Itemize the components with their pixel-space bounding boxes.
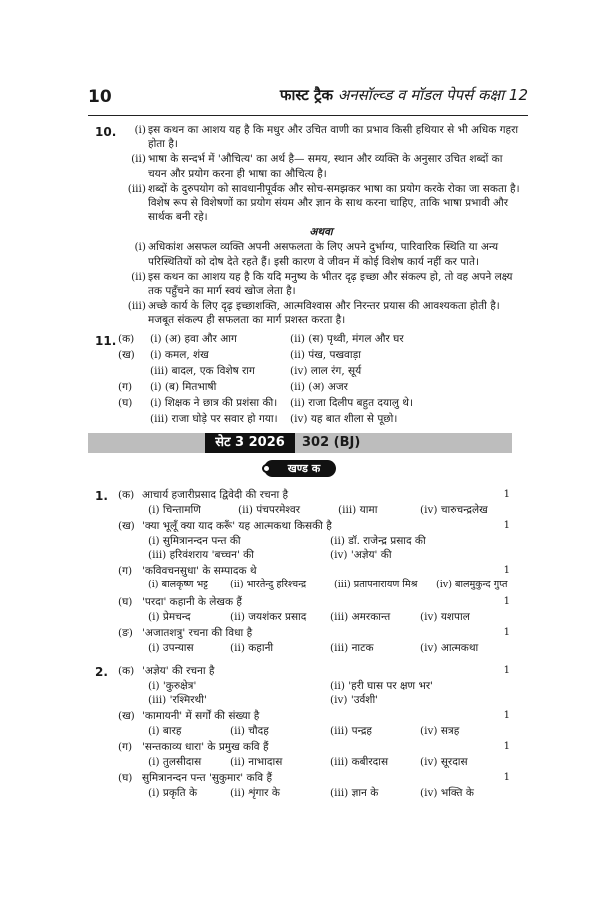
question-part bbox=[118, 740, 516, 755]
row-answer-a: (iii) बादल, एक विशेष राग bbox=[150, 365, 255, 377]
part-label: (ङ) bbox=[118, 627, 133, 639]
bullet-icon bbox=[262, 464, 271, 473]
answer-item bbox=[122, 182, 520, 225]
row-answer-b: (iv) यह बात शीला से पूछो। bbox=[290, 413, 398, 425]
option: (ii) डॉ. राजेन्द्र प्रसाद की bbox=[330, 535, 426, 547]
option: (iv) 'उर्वशी' bbox=[330, 694, 379, 706]
option: (ii) जयशंकर प्रसाद bbox=[230, 611, 307, 623]
question-part bbox=[118, 626, 516, 641]
options-row bbox=[118, 579, 516, 595]
options-row bbox=[118, 610, 516, 626]
option: (iv) आत्मकथा bbox=[420, 642, 479, 654]
answer-item bbox=[122, 270, 520, 298]
marks: 1 bbox=[503, 489, 510, 500]
option: (iv) सत्रह bbox=[420, 725, 460, 737]
question-part bbox=[118, 771, 516, 786]
item-label: (i) bbox=[134, 124, 146, 136]
options-row bbox=[118, 786, 516, 802]
row-answer-b: (ii) (स) पृथ्वी, मंगल और घर bbox=[290, 333, 404, 345]
options-row bbox=[118, 534, 516, 548]
item-label: (iii) bbox=[127, 300, 146, 313]
question-number-10: 10. bbox=[95, 125, 117, 139]
option: (i) बारह bbox=[148, 725, 182, 737]
item-label: (i) bbox=[134, 241, 146, 254]
row-answer-a: (i) शिक्षक ने छात्र की प्रशंसा की। bbox=[150, 397, 278, 409]
part-question: 'परदा' कहानी के लेखक हैं bbox=[142, 596, 242, 608]
option: (iii) ज्ञान के bbox=[330, 787, 379, 799]
row-answer-a: (iii) राजा घोड़े पर सवार हो गया। bbox=[150, 413, 278, 425]
option: (ii) चौदह bbox=[230, 725, 269, 737]
answer-10 bbox=[122, 123, 520, 328]
part-question: 'क्या भूलूँ क्या याद करूँ' यह आत्मकथा किसकी है bbox=[142, 520, 332, 532]
part-question: 'सन्तकाव्य धारा' के प्रमुख कवि हैं bbox=[142, 741, 269, 753]
question-number-1: 1. bbox=[95, 489, 108, 503]
option: (ii) कहानी bbox=[230, 642, 274, 654]
option: (iii) यामा bbox=[338, 504, 378, 516]
option: (iv) 'अज्ञेय' की bbox=[330, 549, 392, 561]
set-label: सेट 3 2026 bbox=[205, 433, 295, 453]
question-part bbox=[118, 564, 516, 579]
match-row bbox=[118, 348, 518, 364]
options-row bbox=[118, 641, 516, 657]
item-text: शब्दों के दुरुपयोग को सावधानीपूर्वक और सोच-समझकर भाषा का प्रयोग करके रोका जा सकता है। विशेष रूप से विशेषणों का प्रयोग संयम और ज्ञान के साथ करना चाहिए, ताकि भाषा प्रभावी और सार्थक बनी रहे। bbox=[148, 182, 520, 224]
option: (iv) यशपाल bbox=[420, 611, 470, 623]
option: (i) बालकृष्ण भट्ट bbox=[148, 579, 208, 590]
marks: 1 bbox=[503, 741, 510, 752]
answer-item bbox=[122, 152, 520, 180]
item-label: (ii) bbox=[131, 270, 146, 283]
part-question: 'अजातशत्रु' रचना की विधा है bbox=[142, 627, 253, 639]
options-row bbox=[118, 693, 516, 709]
row-answer-a: (i) (अ) हवा और आग bbox=[150, 333, 237, 345]
item-label: (ii) bbox=[131, 153, 146, 166]
option: (ii) 'हरी घास पर क्षण भर' bbox=[330, 680, 434, 692]
options-row bbox=[118, 503, 516, 519]
part-label: (क) bbox=[118, 665, 135, 677]
option: (iii) 'रश्मिरथी' bbox=[148, 694, 207, 706]
marks: 1 bbox=[503, 520, 510, 531]
option: (iv) बालमुकुन्द गुप्त bbox=[436, 579, 508, 590]
part-label: (घ) bbox=[118, 772, 133, 784]
part-question: सुमित्रानन्दन पन्त 'सुकुमार' कवि हैं bbox=[142, 772, 273, 784]
part-question: 'कविवचनसुधा' के सम्पादक थे bbox=[142, 565, 257, 577]
row-answer-b: (ii) राजा दिलीप बहुत दयालु थे। bbox=[290, 397, 413, 409]
answer-11 bbox=[118, 332, 518, 428]
part-question: 'कामायनी' में सर्गों की संख्या है bbox=[142, 710, 260, 722]
option: (iii) हरिवंशराय 'बच्चन' की bbox=[148, 549, 254, 561]
page-number: 10 bbox=[88, 87, 112, 107]
option: (i) तुलसीदास bbox=[148, 756, 202, 768]
option: (iv) चारुचन्द्रलेख bbox=[420, 504, 488, 516]
question-number-2: 2. bbox=[95, 665, 108, 679]
section-badge: खण्ड क bbox=[264, 460, 336, 477]
question-1 bbox=[118, 488, 516, 657]
item-text: अच्छे कार्य के लिए दृढ़ इच्छाशक्ति, आत्मविश्वास और निरन्तर प्रयास की आवश्यकता होती है। मजबूत संकल्प ही सफलता का मार्ग प्रशस्त करता है। bbox=[148, 300, 500, 327]
option: (i) चिन्तामणि bbox=[148, 504, 201, 516]
or-divider: अथवा bbox=[309, 226, 333, 239]
book-title-bold: फास्ट ट्रैक bbox=[279, 86, 334, 104]
item-text: भाषा के सन्दर्भ में 'औचित्य' का अर्थ है— समय, स्थान और व्यक्ति के अनुसार उचित शब्दों का चयन और प्रयोग करना ही भाषा का औचित्य है। bbox=[148, 153, 503, 180]
marks: 1 bbox=[503, 627, 510, 638]
row-answer-a: (i) कमल, शंख bbox=[150, 349, 209, 361]
marks: 1 bbox=[503, 665, 510, 676]
set-code: 302 (BJ) bbox=[302, 435, 361, 450]
answer-item bbox=[122, 123, 520, 151]
answer-item bbox=[122, 240, 520, 268]
option: (i) प्रकृति के bbox=[148, 787, 198, 799]
item-text: इस कथन का आशय यह है कि यदि मनुष्य के भीतर दृढ़ इच्छा और संकल्प हो, तो वह अपने लक्ष्य तक पहुँचने का मार्ग स्वयं खोज लेता है। bbox=[148, 270, 513, 297]
part-label: (क) bbox=[118, 489, 135, 501]
option: (ii) शृंगार के bbox=[230, 787, 280, 799]
option: (ii) पंचपरमेश्वर bbox=[238, 504, 301, 516]
row-label: (घ) bbox=[118, 397, 133, 409]
answer-item bbox=[122, 299, 520, 327]
question-part bbox=[118, 595, 516, 610]
item-label: (iii) bbox=[127, 182, 146, 195]
row-answer-b: (ii) पंख, पखवाड़ा bbox=[290, 349, 361, 361]
marks: 1 bbox=[503, 772, 510, 783]
option: (iii) पन्द्रह bbox=[330, 725, 372, 737]
question-part bbox=[118, 519, 516, 534]
option: (iv) भक्ति के bbox=[420, 787, 474, 799]
option: (i) सुमित्रानन्दन पन्त की bbox=[148, 535, 241, 547]
question-2 bbox=[118, 664, 516, 802]
option: (i) 'कुरुक्षेत्र' bbox=[148, 680, 197, 692]
item-text: इस कथन का आशय यह है कि मधुर और उचित वाणी का प्रभाव किसी हथियार से भी अधिक गहरा होता है। bbox=[148, 124, 519, 151]
part-label: (ख) bbox=[118, 710, 135, 722]
option: (ii) भारतेन्दु हरिश्चन्द्र bbox=[230, 579, 307, 590]
part-question: आचार्य हजारीप्रसाद द्विवेदी की रचना है bbox=[142, 489, 289, 501]
row-label: (क) bbox=[118, 333, 135, 345]
part-label: (ख) bbox=[118, 520, 135, 532]
item-text: अधिकांश असफल व्यक्ति अपनी असफलता के लिए अपने दुर्भाग्य, पारिवारिक स्थिति या अन्य परिस्थितियों को दोष देते रहते हैं। इसी कारण वे जीवन में कोई विशेष कार्य नहीं कर पाते। bbox=[148, 241, 499, 268]
marks: 1 bbox=[503, 710, 510, 721]
match-row bbox=[118, 364, 518, 380]
option: (ii) नाभादास bbox=[230, 756, 283, 768]
row-answer-b: (ii) (अ) अजर bbox=[290, 381, 348, 393]
options-row bbox=[118, 679, 516, 693]
set-banner bbox=[88, 433, 512, 453]
question-number-11: 11. bbox=[95, 334, 117, 348]
options-row bbox=[118, 755, 516, 771]
page-header bbox=[88, 82, 528, 116]
option: (i) उपन्यास bbox=[148, 642, 194, 654]
row-answer-a: (i) (ब) मितभाषी bbox=[150, 381, 217, 393]
part-question: 'अज्ञेय' की रचना है bbox=[142, 665, 215, 677]
row-label: (ख) bbox=[118, 349, 135, 361]
match-row bbox=[118, 380, 518, 396]
options-row bbox=[118, 548, 516, 564]
book-title bbox=[280, 85, 528, 105]
book-title-italic: अनसॉल्व्ड व मॉडल पेपर्स कक्षा 12 bbox=[337, 86, 528, 104]
part-label: (ग) bbox=[118, 565, 133, 577]
marks: 1 bbox=[503, 596, 510, 607]
options-row bbox=[118, 724, 516, 740]
option: (iii) कबीरदास bbox=[330, 756, 389, 768]
match-row bbox=[118, 396, 518, 412]
option: (i) प्रेमचन्द bbox=[148, 611, 191, 623]
match-row bbox=[118, 412, 518, 428]
row-label: (ग) bbox=[118, 381, 133, 393]
option: (iii) प्रतापनारायण मिश्र bbox=[334, 579, 418, 590]
row-answer-b: (iv) लाल रंग, सूर्य bbox=[290, 365, 362, 377]
option: (iii) अमरकान्त bbox=[330, 611, 391, 623]
marks: 1 bbox=[503, 565, 510, 576]
question-part bbox=[118, 488, 516, 503]
option: (iv) सूरदास bbox=[420, 756, 468, 768]
part-label: (घ) bbox=[118, 596, 133, 608]
question-part bbox=[118, 709, 516, 724]
part-label: (ग) bbox=[118, 741, 133, 753]
option: (iii) नाटक bbox=[330, 642, 374, 654]
question-part bbox=[118, 664, 516, 679]
match-row bbox=[118, 332, 518, 348]
